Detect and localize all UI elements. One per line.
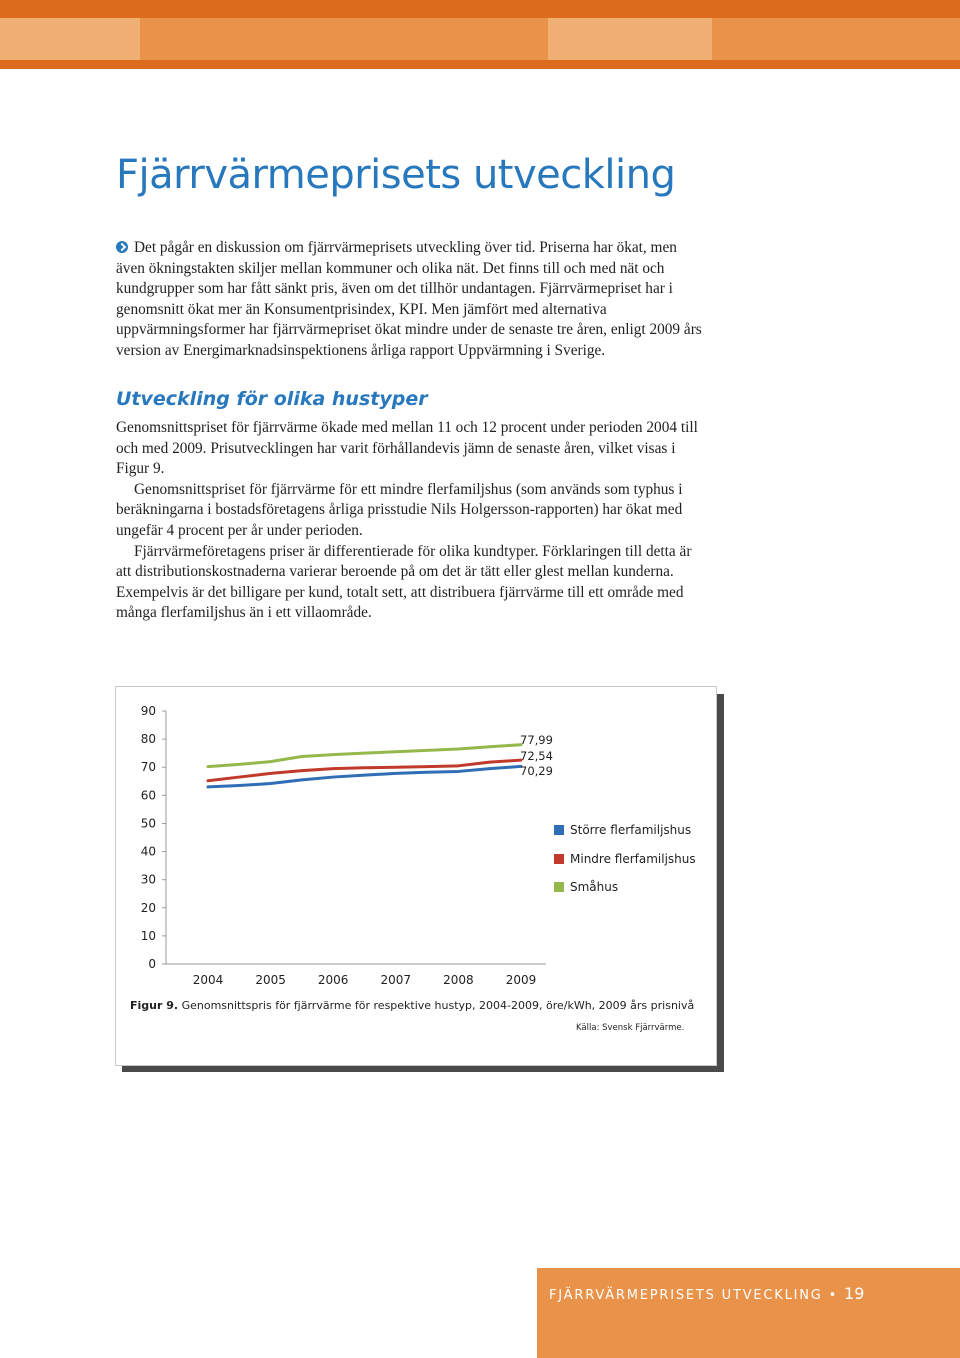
header-band-bottom xyxy=(0,60,960,69)
bullet-icon xyxy=(116,241,128,253)
y-tick-label: 40 xyxy=(140,844,156,859)
legend-item xyxy=(554,823,696,852)
paragraph: Genomsnittspriset för fjärrvärme ökade med mellan 11 och 12 procent under perioden 2004 till och med 2009. Prisutvecklingen har varit förhållandevis jämn de senaste åren, vilket visas i Figur 9. xyxy=(116,419,698,478)
y-tick-label: 20 xyxy=(140,900,156,915)
x-tick-label: 2004 xyxy=(192,973,224,987)
y-tick-label: 10 xyxy=(140,928,156,943)
legend-swatch xyxy=(554,854,564,864)
y-tick-label: 70 xyxy=(140,760,156,775)
intro-paragraph xyxy=(116,238,706,362)
figure-9 xyxy=(115,686,717,1066)
footer-band xyxy=(537,1268,960,1358)
y-tick-label: 60 xyxy=(140,788,156,803)
x-tick-label: 2006 xyxy=(317,973,349,987)
header-block xyxy=(548,18,712,60)
running-footer xyxy=(549,1284,864,1303)
y-tick-label: 80 xyxy=(140,732,156,747)
caption-text: Genomsnittspris för fjärrvärme för respektive hustyp, 2004-2009, öre/kWh, 2009 års prisnivå xyxy=(181,999,695,1012)
header-block xyxy=(0,18,140,60)
footer-separator: • xyxy=(828,1288,839,1303)
y-tick-label: 30 xyxy=(140,872,156,887)
y-tick-label: 0 xyxy=(148,957,156,971)
figure-source: Källa: Svensk Fjärrvärme. xyxy=(576,1023,685,1033)
x-tick-label: 2007 xyxy=(380,973,412,987)
data-label: 77,99 xyxy=(520,733,553,747)
section-body xyxy=(116,418,706,624)
paragraph: Fjärrvärmeföretagens priser är differentierade för olika kundtyper. Förklaringen till detta är att distributionskostnaderna varierar beroende på om det är tätt eller glest mellan kunderna. Exempelvis är det billigare per kund, totalt sett, att distribuera fjärrvärme till ett område med många flerfamiljshus än i ett villaområde. xyxy=(116,542,692,622)
footer-section: FJÄRRVÄRMEPRISETS UTVECKLING xyxy=(549,1288,823,1303)
chart-legend xyxy=(554,823,696,909)
page-number: 19 xyxy=(844,1284,865,1303)
page-title: Fjärrvärmeprisets utveckling xyxy=(116,152,676,198)
legend-swatch xyxy=(554,825,564,835)
legend-label: Mindre flerfamiljshus xyxy=(570,851,696,866)
x-tick-label: 2005 xyxy=(255,973,286,987)
figure-caption xyxy=(130,999,710,1012)
legend-swatch xyxy=(554,882,564,892)
x-tick-label: 2009 xyxy=(505,973,537,987)
legend-label: Småhus xyxy=(570,880,619,894)
caption-label: Figur 9. xyxy=(130,999,179,1012)
header-band-top xyxy=(0,0,960,18)
paragraph: Genomsnittspriset för fjärrvärme för ett mindre flerfamiljshus (som används som typhus i beräkningarna i bostadsföretagens årliga prisstudie Nils Holgersson-rapporten) har ökat med ungefär 4 procent per år under perioden. xyxy=(116,480,683,539)
legend-item xyxy=(554,880,696,909)
intro-text: Det pågår en diskussion om fjärrvärmeprisets utveckling över tid. Priserna har ökat, men även ökningstakten skiljer mellan kommuner och olika nät. Det finns till och med nät och kundgrupper som har fått sänkt pris, även om det tillhör undantagen. Fjärrvärmepriset har i genomsnitt ökat mer än Konsumentprisindex, KPI. Men jämfört med alternativa uppvärmningsformer har fjärrvärmepriset ökat mindre under de senaste tre åren, enligt 2009 års version av Energimarknadsinspektionens årliga rapport Uppvärmning i Sverige. xyxy=(116,239,702,359)
header-band xyxy=(0,18,960,60)
data-label: 72,54 xyxy=(520,749,553,763)
data-label: 70,29 xyxy=(520,764,553,778)
legend-item xyxy=(554,852,696,881)
section-heading: Utveckling för olika hustyper xyxy=(116,388,428,410)
y-tick-label: 90 xyxy=(140,704,156,718)
x-tick-label: 2008 xyxy=(443,973,474,987)
y-tick-label: 50 xyxy=(140,816,156,831)
legend-label: Större flerfamiljshus xyxy=(570,823,692,837)
